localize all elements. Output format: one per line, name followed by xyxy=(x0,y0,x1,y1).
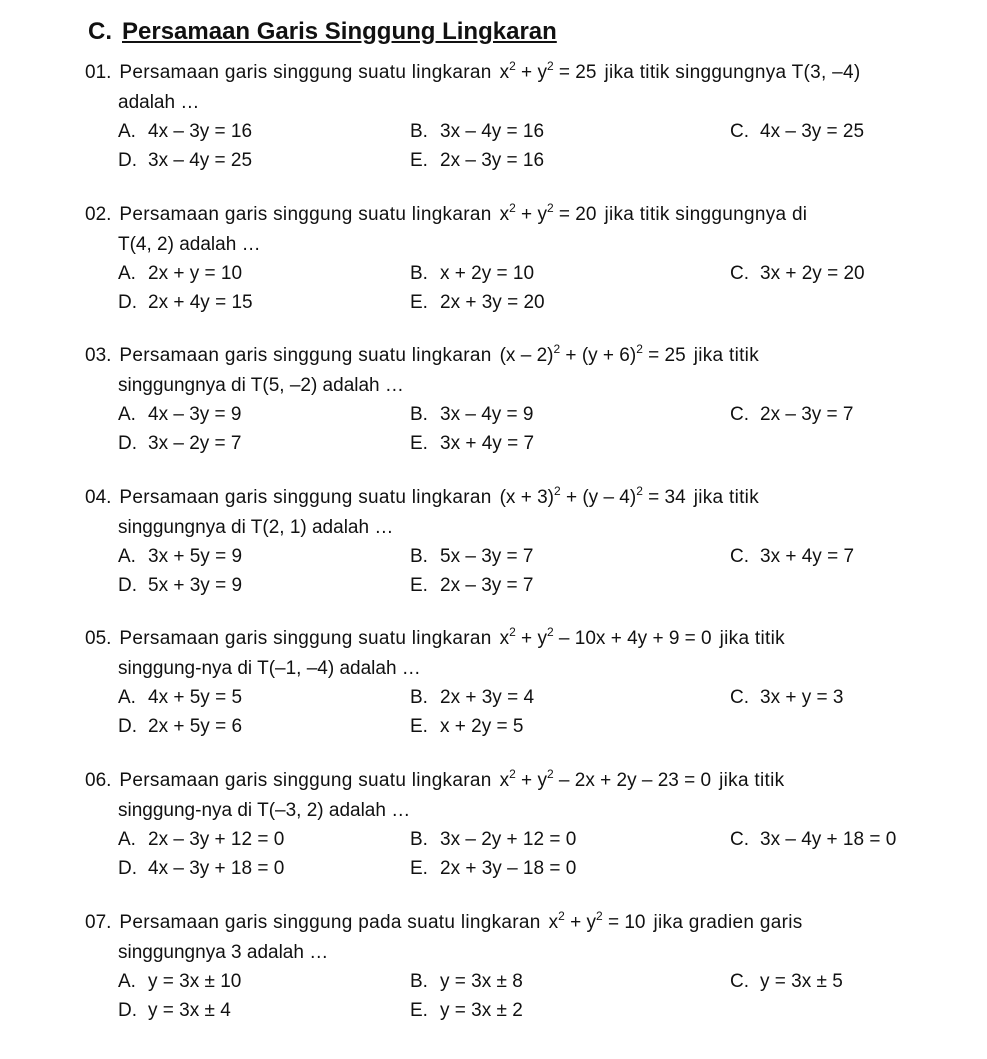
option-text: 2x + 3y = 4 xyxy=(440,687,535,708)
question-number: 06. xyxy=(85,770,112,791)
option-e[interactable]: E. 2x + 3y = 20 xyxy=(410,292,545,313)
option-b[interactable]: B. 3x – 2y + 12 = 0 xyxy=(410,829,577,850)
option-text: 3x + 4y = 7 xyxy=(440,433,535,454)
question-tail: jika titik singgungnya di xyxy=(604,204,808,225)
option-c[interactable]: C. 3x + 2y = 20 xyxy=(730,263,865,284)
option-e[interactable]: E. 2x – 3y = 7 xyxy=(410,575,534,596)
option-text: 3x – 4y = 9 xyxy=(440,404,534,425)
option-c[interactable]: C. 3x + y = 3 xyxy=(730,687,844,708)
option-c[interactable]: C. 3x – 4y + 18 = 0 xyxy=(730,829,897,850)
circle-equation: $x^2 + y^2 - 2x + 2y - 23 = 0$ xyxy=(499,767,712,791)
option-text: 2x + 3y = 20 xyxy=(440,292,545,313)
question-line-1 xyxy=(85,625,785,650)
option-text: 2x – 3y = 7 xyxy=(760,404,854,425)
option-c[interactable]: C. 3x + 4y = 7 xyxy=(730,546,855,567)
question-text: Persamaan garis singgung suatu lingkaran xyxy=(119,628,492,649)
question-tail: jika titik xyxy=(719,770,785,791)
option-text: 3x – 2y + 12 = 0 xyxy=(440,829,577,850)
option-d[interactable]: D. 3x – 2y = 7 xyxy=(118,433,242,454)
option-b[interactable]: B. 2x + 3y = 4 xyxy=(410,687,535,708)
question-line-1 xyxy=(85,909,803,934)
circle-equation: $x^2 + y^2 = 20$ xyxy=(499,201,597,225)
option-text: 5x + 3y = 9 xyxy=(148,575,243,596)
option-b[interactable]: B. y = 3x ± 8 xyxy=(410,971,523,992)
question-number: 01. xyxy=(85,62,112,83)
question-text: Persamaan garis singgung suatu lingkaran xyxy=(119,345,492,366)
option-text: 3x – 4y = 25 xyxy=(148,150,253,171)
question-text: Persamaan garis singgung pada suatu lingkaran xyxy=(119,912,541,933)
question-02 xyxy=(0,201,987,344)
question-06 xyxy=(0,767,987,910)
option-text: 2x – 3y = 7 xyxy=(440,575,534,596)
option-text: 3x + y = 3 xyxy=(760,687,844,708)
circle-equation: $x^2 + y^2 = 10$ xyxy=(548,909,646,933)
section-title xyxy=(88,18,557,46)
question-05 xyxy=(0,625,987,768)
option-b[interactable]: B. 5x – 3y = 7 xyxy=(410,546,534,567)
option-text: 3x – 2y = 7 xyxy=(148,433,242,454)
option-b[interactable]: B. x + 2y = 10 xyxy=(410,263,535,284)
question-04 xyxy=(0,484,987,627)
circle-equation: $x^2 + y^2 = 25$ xyxy=(499,59,597,83)
option-c[interactable]: C. y = 3x ± 5 xyxy=(730,971,843,992)
question-line-2: adalah … xyxy=(118,92,200,113)
question-tail: jika titik xyxy=(693,487,759,508)
option-e[interactable]: E. 2x + 3y – 18 = 0 xyxy=(410,858,577,879)
question-07 xyxy=(0,909,987,1052)
option-text: y = 3x ± 4 xyxy=(148,1000,231,1021)
option-text: x + 2y = 10 xyxy=(440,263,535,284)
section-letter: C. xyxy=(88,18,112,45)
option-a[interactable]: A. 4x – 3y = 9 xyxy=(118,404,242,425)
option-d[interactable]: D. 2x + 4y = 15 xyxy=(118,292,253,313)
option-text: 4x + 5y = 5 xyxy=(148,687,243,708)
option-a[interactable]: A. 2x – 3y + 12 = 0 xyxy=(118,829,285,850)
option-text: 5x – 3y = 7 xyxy=(440,546,534,567)
option-b[interactable]: B. 3x – 4y = 16 xyxy=(410,121,545,142)
question-01 xyxy=(0,59,987,202)
option-text: 4x – 3y = 25 xyxy=(760,121,865,142)
question-line-1 xyxy=(85,59,861,84)
question-line-2: singgungnya 3 adalah … xyxy=(118,942,329,963)
circle-equation: $x^2 + y^2 - 10x + 4y + 9 = 0$ xyxy=(499,625,712,649)
option-text: 2x – 3y = 16 xyxy=(440,150,545,171)
option-d[interactable]: D. 4x – 3y + 18 = 0 xyxy=(118,858,285,879)
question-line-2: T(4, 2) adalah … xyxy=(118,234,261,255)
option-d[interactable]: D. 5x + 3y = 9 xyxy=(118,575,243,596)
option-text: 2x + 4y = 15 xyxy=(148,292,253,313)
option-d[interactable]: D. 2x + 5y = 6 xyxy=(118,716,243,737)
question-line-2: singgungnya di T(5, –2) adalah … xyxy=(118,375,404,396)
circle-equation: $(x - 2)^2 + (y + 6)^2 = 25$ xyxy=(499,342,686,366)
option-e[interactable]: E. 2x – 3y = 16 xyxy=(410,150,545,171)
question-text: Persamaan garis singgung suatu lingkaran xyxy=(119,204,492,225)
option-text: 3x – 4y = 16 xyxy=(440,121,545,142)
option-c[interactable]: C. 2x – 3y = 7 xyxy=(730,404,854,425)
option-text: 2x + y = 10 xyxy=(148,263,243,284)
circle-equation: $(x + 3)^2 + (y - 4)^2 = 34$ xyxy=(499,484,686,508)
option-text: 4x – 3y = 16 xyxy=(148,121,253,142)
option-text: 4x – 3y + 18 = 0 xyxy=(148,858,285,879)
question-number: 04. xyxy=(85,487,112,508)
question-line-1 xyxy=(85,342,759,367)
question-line-1 xyxy=(85,201,808,226)
question-number: 02. xyxy=(85,204,112,225)
option-a[interactable]: A. y = 3x ± 10 xyxy=(118,971,242,992)
question-text: Persamaan garis singgung suatu lingkaran xyxy=(119,62,492,83)
option-a[interactable]: A. 3x + 5y = 9 xyxy=(118,546,243,567)
question-text: Persamaan garis singgung suatu lingkaran xyxy=(119,487,492,508)
option-e[interactable]: E. y = 3x ± 2 xyxy=(410,1000,523,1021)
option-text: 2x + 5y = 6 xyxy=(148,716,243,737)
option-d[interactable]: D. y = 3x ± 4 xyxy=(118,1000,231,1021)
option-text: 4x – 3y = 9 xyxy=(148,404,242,425)
question-line-2: singgungnya di T(2, 1) adalah … xyxy=(118,517,394,538)
option-text: 3x + 5y = 9 xyxy=(148,546,243,567)
option-text: 3x + 4y = 7 xyxy=(760,546,855,567)
option-text: y = 3x ± 10 xyxy=(148,971,242,992)
question-number: 05. xyxy=(85,628,112,649)
question-tail: jika titik xyxy=(719,628,785,649)
option-e[interactable]: E. x + 2y = 5 xyxy=(410,716,524,737)
question-number: 03. xyxy=(85,345,112,366)
question-03 xyxy=(0,342,987,485)
question-text: Persamaan garis singgung suatu lingkaran xyxy=(119,770,492,791)
option-text: y = 3x ± 5 xyxy=(760,971,843,992)
option-text: 2x + 3y – 18 = 0 xyxy=(440,858,577,879)
option-d[interactable]: D. 3x – 4y = 25 xyxy=(118,150,253,171)
option-b[interactable]: B. 3x – 4y = 9 xyxy=(410,404,534,425)
question-number: 07. xyxy=(85,912,112,933)
option-text: y = 3x ± 8 xyxy=(440,971,523,992)
option-text: y = 3x ± 2 xyxy=(440,1000,523,1021)
option-text: x + 2y = 5 xyxy=(440,716,524,737)
option-a[interactable]: A. 2x + y = 10 xyxy=(118,263,243,284)
question-line-1 xyxy=(85,767,785,792)
question-tail: jika gradien garis xyxy=(653,912,803,933)
option-c[interactable]: C. 4x – 3y = 25 xyxy=(730,121,865,142)
section-title-text: Persamaan Garis Singgung Lingkaran xyxy=(122,18,557,45)
option-text: 3x + 2y = 20 xyxy=(760,263,865,284)
question-tail: jika titik singgungnya T(3, –4) xyxy=(604,62,861,83)
question-line-2: singgung-nya di T(–1, –4) adalah … xyxy=(118,658,421,679)
option-text: 2x – 3y + 12 = 0 xyxy=(148,829,285,850)
option-e[interactable]: E. 3x + 4y = 7 xyxy=(410,433,535,454)
option-a[interactable]: A. 4x – 3y = 16 xyxy=(118,121,253,142)
question-line-2: singgung-nya di T(–3, 2) adalah … xyxy=(118,800,411,821)
question-tail: jika titik xyxy=(693,345,759,366)
option-a[interactable]: A. 4x + 5y = 5 xyxy=(118,687,243,708)
question-line-1 xyxy=(85,484,759,509)
option-text: 3x – 4y + 18 = 0 xyxy=(760,829,897,850)
